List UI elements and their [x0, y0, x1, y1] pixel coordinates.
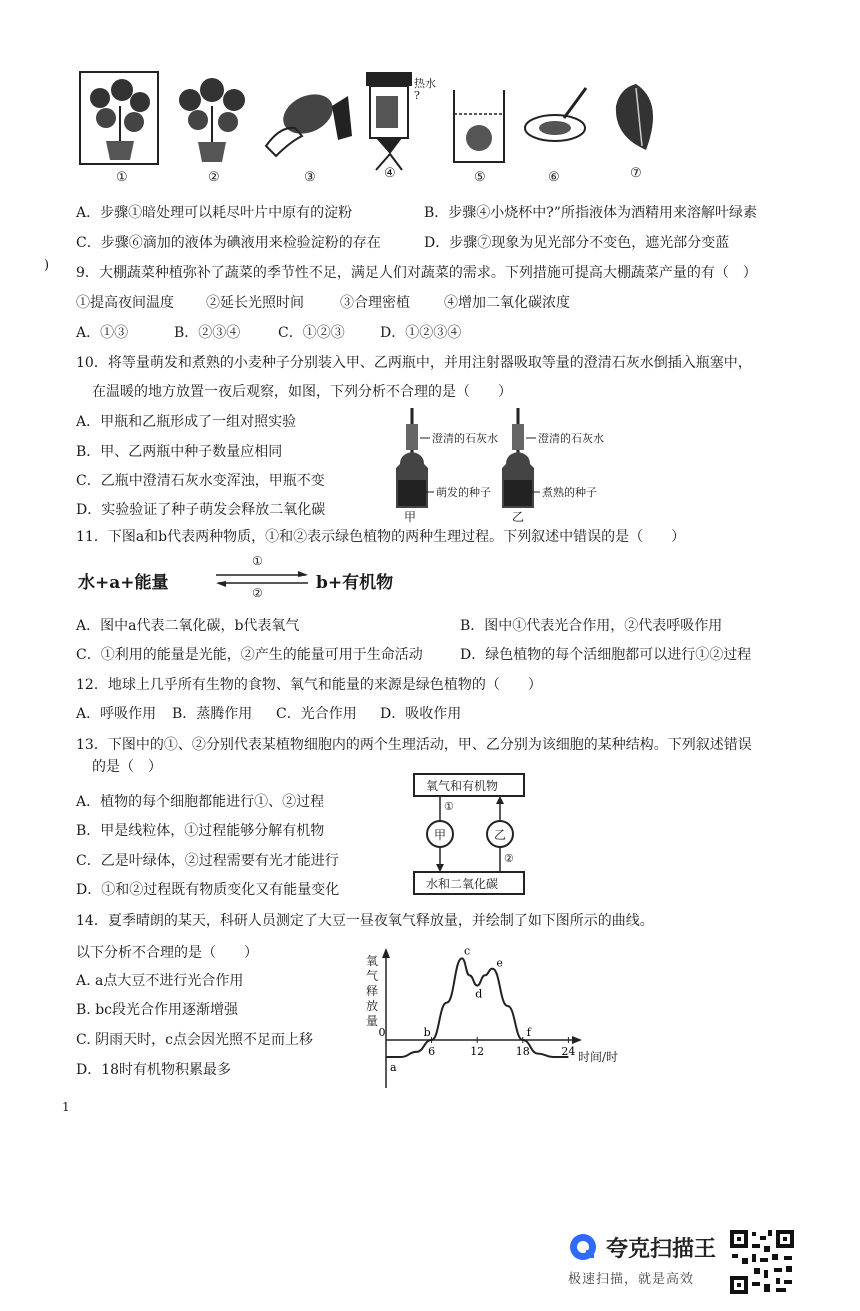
y-axis-arrow-icon — [382, 948, 390, 958]
arrow-label-2: ② — [504, 852, 514, 865]
q8-option-d: D．步骤⑦现象为见光部分不变色，遮光部分变蓝 — [424, 235, 730, 251]
stained-leaf-icon — [616, 84, 653, 150]
q8-option-a: A．步骤①暗处理可以耗尽叶片中原有的淀粉 — [76, 205, 353, 221]
step-label-2: ② — [208, 170, 220, 185]
equation-left: 水+a+能量 — [78, 573, 169, 593]
equation-right: b+有机物 — [316, 573, 394, 593]
q11-option-c: C．①利用的能量是光能，②产生的能量可用于生命活动 — [76, 647, 423, 663]
equation-top-label: ① — [252, 554, 263, 568]
q9-option-a: A．①③ — [76, 325, 129, 341]
point-label-a: a — [390, 1061, 397, 1074]
q13-stem-line1: 13．下图中的①、②分别代表某植物细胞内的两个生理活动，甲、乙分别为该细胞的某种结构。下列叙述错误 — [76, 737, 752, 753]
qr-code-icon — [728, 1228, 796, 1296]
chart-x-label: 时间/时 — [578, 1050, 619, 1064]
q11-option-b: B．图中①代表光合作用，②代表呼吸作用 — [460, 618, 723, 634]
q10-option-d: D．实验验证了种子萌发会释放二氧化碳 — [76, 502, 326, 518]
q14-option-d: D．18时有机物积累最多 — [76, 1062, 232, 1078]
q14-stem-line1: 14．夏季晴朗的某天，科研人员测定了大豆一昼夜氧气释放量，并绘制了如下图所示的曲线。 — [76, 913, 654, 929]
top-box-label: 氧气和有机物 — [426, 779, 499, 793]
x-tick-label: 12 — [470, 1045, 485, 1058]
step-label-4: ④ — [384, 166, 396, 181]
limewater-label-b: 澄清的石灰水 — [538, 432, 604, 445]
q9-item-2: ②延长光照时间 — [206, 295, 304, 311]
chart-y-label: 氧气释放量 — [366, 954, 379, 1028]
q12-option-d: D．吸收作用 — [380, 706, 462, 722]
x-tick-label: 18 — [515, 1045, 530, 1058]
scanner-slogan: 极速扫描，就是高效 — [568, 1272, 695, 1287]
q8-option-c: C．步骤⑥滴加的液体为碘液用来检验淀粉的存在 — [76, 235, 381, 251]
scanner-watermark — [562, 1226, 798, 1298]
x-tick-label: 24 — [561, 1045, 576, 1058]
jar-label-a: 甲 — [404, 510, 417, 524]
point-label-c: c — [464, 944, 471, 958]
q11-stem: 11．下图a和b代表两种物质，①和②表示绿色植物的两种生理过程。下列叙述中错误的是（ ） — [76, 529, 686, 545]
q14-option-c: C. 阴雨天时，c点会因光照不足而上移 — [76, 1032, 313, 1048]
q10-jars-figure — [390, 404, 650, 524]
point-label-e: e — [496, 956, 503, 970]
q10-stem-line2: 在温暖的地方放置一夜后观察，如图，下列分析不合理的是（ ） — [92, 384, 512, 400]
page-number: 1 — [62, 1100, 70, 1114]
petri-dish-icon — [525, 88, 586, 141]
q10-stem-line1: 10．将等量萌发和煮熟的小麦种子分别装入甲、乙两瓶中，并用注射器吸取等量的澄清石灰水倒插入瓶塞中， — [76, 355, 752, 371]
q11-option-a: A．图中a代表二氧化碳，b代表氧气 — [76, 618, 300, 634]
scanner-logo-icon — [568, 1232, 598, 1262]
plant-dark-box-icon — [80, 72, 158, 164]
circle-label-jia: 甲 — [434, 828, 447, 842]
q13-option-a: A．植物的每个细胞都能进行①、②过程 — [76, 794, 325, 810]
limewater-label-a: 澄清的石灰水 — [432, 432, 498, 445]
q14-oxygen-chart — [356, 944, 636, 1096]
q12-option-a: A．呼吸作用 — [76, 706, 157, 722]
q10-option-b: B．甲、乙两瓶中种子数量应相同 — [76, 444, 283, 460]
q13-option-b: B．甲是线粒体，①过程能够分解有机物 — [76, 823, 325, 839]
q12-option-b: B．蒸腾作用 — [172, 706, 253, 722]
step-label-3: ③ — [304, 170, 316, 185]
step-label-6: ⑥ — [548, 170, 560, 185]
step-label-1: ① — [116, 170, 128, 185]
plant-leaf-cover-icon — [179, 78, 245, 162]
q10-option-a: A．甲瓶和乙瓶形成了一组对照实验 — [76, 414, 297, 430]
x-tick-label: 6 — [428, 1045, 436, 1058]
q12-stem: 12．地球上几乎所有生物的食物、氧气和能量的来源是绿色植物的（ ） — [76, 677, 542, 693]
q13-cycle-figure — [412, 772, 528, 898]
beaker-icon — [454, 90, 504, 162]
seed-label-a: 萌发的种子 — [436, 486, 491, 499]
q9-item-1: ①提高夜间温度 — [76, 295, 174, 311]
q14-option-a: A. a点大豆不进行光合作用 — [76, 973, 244, 989]
margin-mark: ) — [44, 258, 50, 273]
q13-option-d: D．①和②过程既有物质变化又有能量变化 — [76, 882, 340, 898]
q9-item-3: ③合理密植 — [340, 295, 410, 311]
point-label-f: f — [526, 1026, 531, 1039]
q12-option-c: C．光合作用 — [276, 706, 357, 722]
seed-label-b: 煮熟的种子 — [542, 486, 597, 499]
point-label-d: d — [475, 987, 483, 1001]
equation-bottom-label: ② — [252, 586, 263, 600]
q9-option-c: C．①②③ — [278, 325, 345, 341]
x-axis-arrow-icon — [572, 1036, 582, 1044]
hand-leaf-icon — [266, 87, 352, 156]
q8-steps-figure — [70, 66, 680, 191]
water-bath-icon — [366, 72, 412, 170]
step-label-5: ⑤ — [474, 170, 486, 185]
q11-option-d: D．绿色植物的每个活细胞都可以进行①②过程 — [460, 647, 752, 663]
q10-option-c: C．乙瓶中澄清石灰水变浑浊，甲瓶不变 — [76, 473, 325, 489]
circle-label-yi: 乙 — [494, 828, 507, 842]
q8-option-b: B．步骤④小烧杯中?”所指液体为酒精用来溶解叶绿素 — [424, 205, 757, 221]
q11-equation — [76, 556, 436, 604]
point-label-b: b — [423, 1026, 431, 1039]
q14-stem-line2: 以下分析不合理的是（ ） — [76, 945, 258, 961]
q9-item-4: ④增加二氧化碳浓度 — [444, 295, 570, 311]
q14-option-b: B. bc段光合作用逐渐增强 — [76, 1002, 238, 1018]
x-tick-label: 0 — [378, 1026, 386, 1039]
scanner-brand: 夸克扫描王 — [606, 1237, 717, 1262]
jar-label-b: 乙 — [512, 510, 525, 524]
arrow-label-1: ① — [444, 800, 454, 813]
step-label-7: ⑦ — [630, 166, 642, 181]
q13-stem-line2: 的是（ ） — [92, 759, 162, 775]
q13-option-c: C．乙是叶绿体，②过程需要有光才能进行 — [76, 853, 339, 869]
bottom-box-label: 水和二氧化碳 — [426, 877, 499, 891]
beaker-label: 热水 ? — [414, 77, 436, 102]
q9-option-d: D．①②③④ — [380, 325, 462, 341]
q9-stem: 9．大棚蔬菜种植弥补了蔬菜的季节性不足，满足人们对蔬菜的需求。下列措施可提高大棚蔬菜产量的有（ ） — [76, 265, 757, 281]
q9-option-b: B．②③④ — [174, 325, 241, 341]
